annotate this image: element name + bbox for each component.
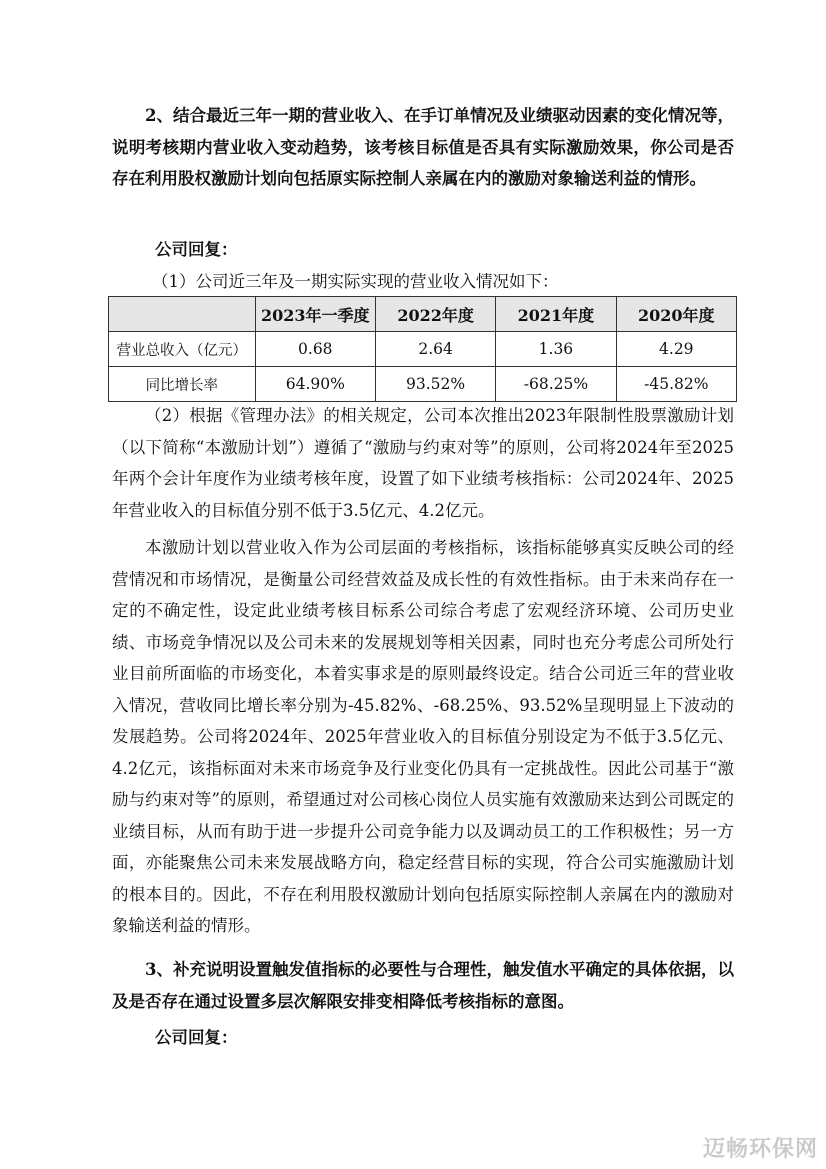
table-header-2022: 2022年度 [375, 297, 495, 332]
table-cell: 2.64 [375, 332, 495, 367]
table-header-2020: 2020年度 [616, 297, 736, 332]
paragraph-2: （2）根据《管理办法》的相关规定，公司本次推出2023年限制性股票激励计划（以下简称“本激励计划”）遵循了“激励与约束对等”的原则，公司将2024年至2025年两个会计年度作为业绩考核年度，设置了如下业绩考核指标：公司2024年、2025年营业收入的目标值分别不低于3.5亿元、4.2亿元。 [112, 406, 734, 520]
table-row [109, 332, 737, 367]
reply-label-q3: 公司回复： [155, 1028, 238, 1047]
table-cell: 64.90% [255, 367, 375, 402]
table-cell: 0.68 [255, 332, 375, 367]
question-2: 2、结合最近三年一期的营业收入、在手订单情况及业绩驱动因素的变化情况等，说明考核期内营业收入变动趋势，该考核目标值是否具有实际激励效果，你公司是否存在利用股权激励计划向包括原实际控制人亲属在内的激励对象输送利益的情形。 [112, 106, 734, 188]
table-cell: -68.25% [496, 367, 616, 402]
table-cell: 4.29 [616, 332, 736, 367]
table-header-2023q1: 2023年一季度 [255, 297, 375, 332]
revenue-table [108, 296, 737, 402]
reply-label-q2: 公司回复： [155, 240, 238, 259]
table-header-row [109, 297, 737, 332]
question-3: 3、补充说明设置触发值指标的必要性与合理性，触发值水平确定的具体依据，以及是否存在通过设置多层次解限安排变相降低考核指标的意图。 [112, 960, 734, 1011]
paragraph-3: 本激励计划以营业收入作为公司层面的考核指标，该指标能够真实反映公司的经营情况和市场情况，是衡量公司经营效益及成长性的有效性指标。由于未来尚存在一定的不确定性，设定此业绩考核目标系公司综合考虑了宏观经济环境、公司历史业绩、市场竞争情况以及公司未来的发展规划等相关因素，同时也充分考虑公司所处行业目前所面临的市场变化，本着实事求是的原则最终设定。结合公司近三年的营业收入情况，营收同比增长率分别为-45.82%、-68.25%、93.52%呈现明显上下波动的发展趋势。公司将2024年、2025年营业收入的目标值分别设定为不低于3.5亿元、4.2亿元，该指标面对未来市场竞争及行业变化仍具有一定挑战性。因此公司基于“激励与约束对等”的原则，希望通过对公司核心岗位人员实施有效激励来达到公司既定的业绩目标，从而有助于进一步提升公司竞争能力以及调动员工的工作积极性；另一方面，亦能聚焦公司未来发展战略方向，稳定经营目标的实现，符合公司实施激励计划的根本目的。因此，不存在利用股权激励计划向包括原实际控制人亲属在内的激励对象输送利益的情形。 [112, 538, 734, 935]
watermark: 迈畅环保网 [702, 1137, 818, 1162]
row-label-growth: 同比增长率 [109, 367, 256, 402]
row-label-revenue: 营业总收入（亿元） [109, 332, 256, 367]
table-row [109, 367, 737, 402]
table-cell: -45.82% [616, 367, 736, 402]
table-cell: 93.52% [375, 367, 495, 402]
table-intro: （1）公司近三年及一期实际实现的营业收入情况如下： [152, 272, 559, 291]
table-header-2021: 2021年度 [496, 297, 616, 332]
table-header-blank [109, 297, 256, 332]
table-cell: 1.36 [496, 332, 616, 367]
